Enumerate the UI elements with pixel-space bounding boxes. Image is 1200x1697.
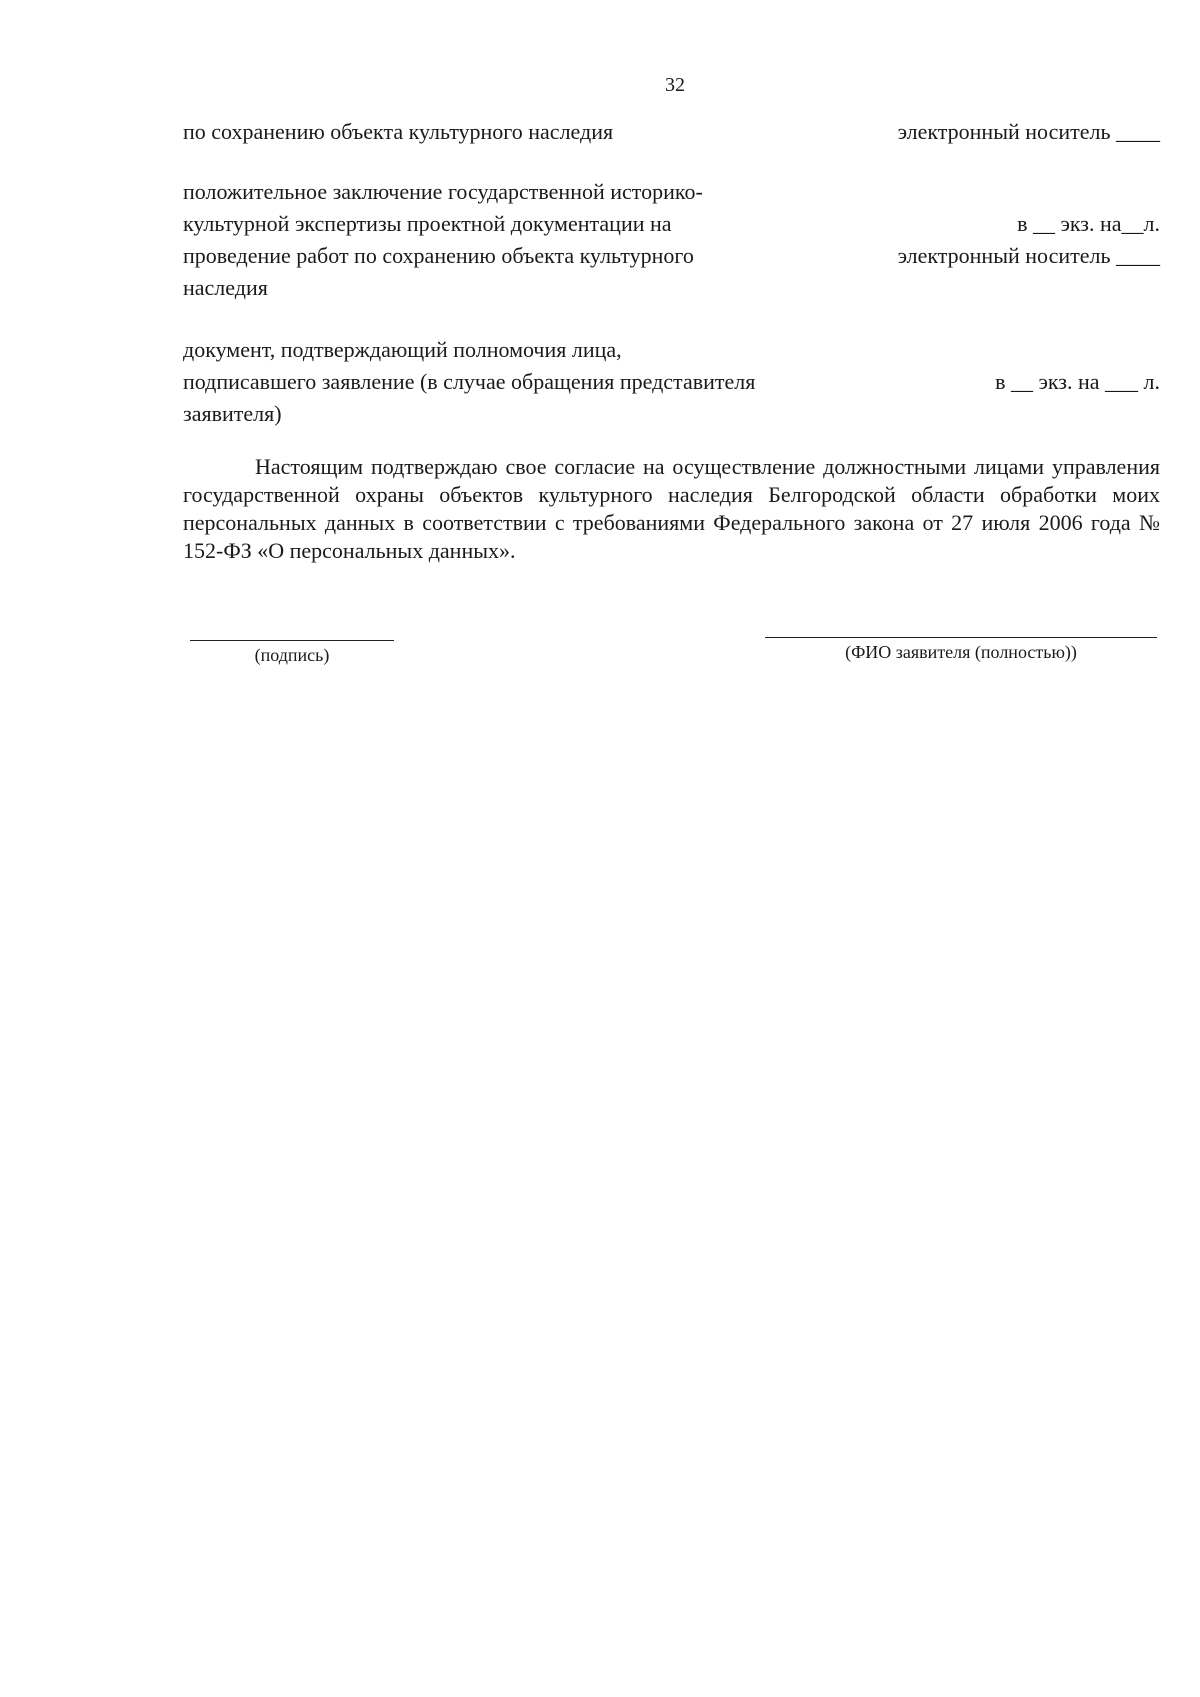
- description-line: культурной экспертизы проектной документации на: [183, 211, 672, 236]
- attachment-description: [183, 334, 823, 430]
- attachment-quantity: [860, 116, 1160, 148]
- attachment-quantity: [860, 334, 1160, 430]
- full-name-line: [765, 637, 1157, 638]
- quantity-line: электронный носитель ____: [897, 243, 1160, 268]
- page-number: 32: [665, 74, 685, 96]
- quantity-line: электронный носитель ____: [897, 119, 1160, 144]
- attachment-description: [183, 176, 823, 304]
- consent-paragraph: Настоящим подтверждаю свое согласие на осуществление должностными лицами управления государственной охраны объектов культурного наследия Белгородской области обработки моих персональных данных в соответствии с требованиями Федерального закона от 27 июля 2006 года № 152-ФЗ «О персональных данных».: [183, 454, 1160, 563]
- description-line: по сохранению объекта культурного наследия: [183, 119, 614, 144]
- description-line: документ, подтверждающий полномочия лица,: [183, 337, 622, 362]
- full-name-caption: (ФИО заявителя (полностью)): [845, 642, 1077, 662]
- signature-caption: (подпись): [254, 645, 330, 665]
- attachment-description: [183, 116, 823, 148]
- description-line: наследия: [183, 275, 268, 300]
- signature-line: [190, 640, 394, 641]
- attachment-row: [183, 116, 1160, 148]
- attachment-row: [183, 176, 1160, 304]
- description-line: заявителя): [183, 401, 282, 426]
- description-line: проведение работ по сохранению объекта культурного: [183, 243, 694, 268]
- quantity-line: в __ экз. на ___ л.: [995, 369, 1160, 394]
- attachment-row: [183, 334, 1160, 430]
- description-line: положительное заключение государственной историко-: [183, 179, 703, 204]
- quantity-line: в __ экз. на__л.: [1017, 211, 1160, 236]
- description-line: подписавшего заявление (в случае обращения представителя: [183, 369, 756, 394]
- attachment-quantity: [860, 176, 1160, 304]
